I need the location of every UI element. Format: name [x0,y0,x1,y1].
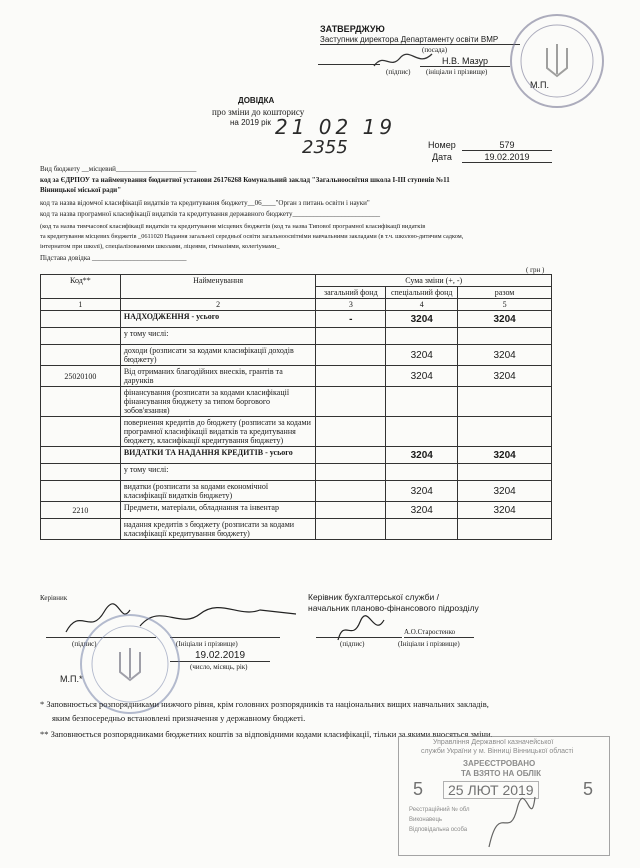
table-row [41,481,552,502]
footnote-1b: яким безпосередньо встановлені призначення у державному бюджеті. [52,713,306,723]
number-label: Номер [428,140,456,150]
footnote-1: * Заповнюється розпорядниками нижчого рівня, крім головних розпорядників та національних вищих навчальних закладів, [40,699,489,709]
approval-sign-caption: (підпис) [386,68,411,76]
accountant-label-2: начальник планово-фінансового підрозділу [308,603,479,613]
row-name: видатки (розписати за кодами економічної класифікації видатків бюджету) [120,481,316,502]
approval-signature [370,48,440,74]
row-total [458,387,552,417]
treasury-accepted: ТА ВЗЯТО НА ОБЛІК [461,769,542,778]
table-row [41,345,552,366]
treasury-registered: ЗАРЕЄСТРОВАНО [463,759,536,768]
table-row [41,417,552,447]
row-general-fund [316,366,386,387]
row-name: надання кредитів з бюджету (розписати за кодами класифікації кредитування бюджету) [120,519,316,540]
col-number-4: 4 [386,299,458,311]
row-code [41,387,121,417]
row-total: 3204 [458,447,552,464]
row-special-fund [386,464,458,481]
header-sum: Сума зміни (+, -) [316,275,552,287]
row-name: повернення кредитів до бюджету (розписати за кодами програмної класифікації видатків та кредитування бюджету, класифікації кредитування бюджету) [120,417,316,447]
row-total [458,519,552,540]
row-special-fund: 3204 [386,447,458,464]
row-name: доходи (розписати за кодами класифікації доходів бюджету) [120,345,316,366]
table-row [41,311,552,328]
row-general-fund [316,481,386,502]
row-special-fund: 3204 [386,481,458,502]
sign-date-caption: (число, місяць, рік) [190,663,248,671]
accountant-label-1: Керівник бухгалтерської служби / [308,592,439,602]
treasury-reg-label: Реєстраційний № обл [409,807,470,813]
currency-label: ( грн ) [526,266,545,274]
header-code: Код** [41,275,121,299]
date-label: Дата [432,152,452,162]
row-general-fund [316,417,386,447]
typical-classification-2: інтернатом при школі), спеціалізованими школами, ліцеями, гімназіями, колегіумами_ [40,243,280,250]
row-general-fund [316,387,386,417]
row-code: 25020100 [41,366,121,387]
row-total [458,328,552,345]
row-name: НАДХОДЖЕННЯ - усього [120,311,316,328]
approval-seal-label: М.П. [530,80,549,90]
row-total: 3204 [458,311,552,328]
table-row [41,464,552,481]
row-total: 3204 [458,366,552,387]
col-number-3: 3 [316,299,386,311]
trident-emblem-icon [82,616,178,712]
row-name: фінансування (розписати за кодами класифікації фінансування бюджету за типом боргового зобов'язання) [120,387,316,417]
row-name: у тому числі: [120,328,316,345]
position-caption: (посада) [422,46,448,54]
treasury-signature [479,791,539,851]
departmental-classification: код та назва відомчої класифікації видатків та кредитування бюджету__06____"Орган з питань освіти і науки" [40,199,370,207]
accountant-name-caption: (Ініціали і прізвище) [398,640,460,648]
doc-subtitle-1: про зміни до кошторису [212,107,305,117]
row-name: ВИДАТКИ ТА НАДАННЯ КРЕДИТІВ - усього [120,447,316,464]
treasury-stamp [398,736,610,856]
approval-title: ЗАТВЕРДЖУЮ [320,24,385,34]
row-general-fund [316,447,386,464]
handwritten-number: 2355 [302,137,348,158]
program-classification: код та назва програмної класифікації видатків та кредитування державного бюджету_________________________ [40,210,380,218]
row-code [41,311,121,328]
doc-number: 579 [462,140,552,151]
row-special-fund [386,387,458,417]
row-name: Предмети, матеріали, обладнання та інвентар [120,502,316,519]
doc-subtitle-2: на 2019 рік [230,118,271,127]
accountant-sign-line [316,637,402,638]
treasury-sign-label: Відповідальна особа [409,827,468,833]
col-number-1: 1 [41,299,121,311]
header-name: Найменування [120,275,316,299]
row-code [41,464,121,481]
header-general-fund: загальний фонд [316,287,386,299]
approval-name: Н.В. Мазур [420,56,510,67]
accountant-name: А.О.Старостенко [404,628,474,638]
row-name: у тому числі: [120,464,316,481]
row-general-fund [316,519,386,540]
trident-emblem-icon [512,16,602,106]
temporary-classification: (код та назва тимчасової класифікації видатків та кредитування місцевих бюджетів (код та назва Типової програмної класифікації видатків [40,223,426,230]
row-total [458,464,552,481]
treasury-exec-label: Виконавець [409,817,443,823]
row-total: 3204 [458,502,552,519]
head-initials-caption: (Ініціали і прізвище) [176,640,238,648]
institution-line: код за ЄДРПОУ та найменування бюджетної установи 26176268 Комунальний заклад "Загальноосвітня школа І-ІІІ ступенів №11 [40,176,450,184]
row-general-fund [316,464,386,481]
row-total: 3204 [458,345,552,366]
treasury-left-num: 5 [413,779,424,799]
head-sign-caption: (підпис) [72,640,97,648]
header-total: разом [458,287,552,299]
row-total: 3204 [458,481,552,502]
doc-title: ДОВІДКА [238,96,275,105]
treasury-line-2: служби України у м. Вінниці Вінницької області [421,748,574,755]
footnote-2: ** Заповнюється розпорядниками бюджетних коштів за відповідними кодами класифікації, тільки за якими вносяться зміни. [40,729,493,739]
col-number-2: 2 [120,299,316,311]
handwritten-date: 21 02 19 [275,115,397,139]
col-number-5: 5 [458,299,552,311]
row-name: Від отриманих благодійних внесків, грантів та дарунків [120,366,316,387]
treasury-right-num: 5 [583,779,594,799]
doc-date: 19.02.2019 [462,152,552,163]
approval-name-caption: (ініціали і прізвище) [426,68,488,76]
row-general-fund [316,502,386,519]
row-special-fund: 3204 [386,366,458,387]
table-row [41,519,552,540]
institution-line-2: Вінницької міської ради" [40,186,122,194]
changes-table [40,274,552,540]
row-special-fund [386,519,458,540]
row-code [41,417,121,447]
basis-line: Підстава довідка ___________________________ [40,254,187,262]
row-special-fund [386,417,458,447]
table-row [41,502,552,519]
row-code: 2210 [41,502,121,519]
row-special-fund: 3204 [386,502,458,519]
school-seal-label: М.П.* [60,674,83,684]
institution-seal [510,14,604,108]
row-code [41,345,121,366]
treasury-date: 25 ЛЮТ 2019 [443,781,539,799]
row-special-fund [386,328,458,345]
approval-position: Заступник директора Департаменту освіти ВМР [320,35,520,45]
header-special-fund: спеціальний фонд [386,287,458,299]
row-general-fund: - [316,311,386,328]
budget-type: Вид бюджету __місцевий_______________________ [40,165,197,173]
table-row [41,366,552,387]
head-initials-line [170,637,280,638]
table-row [41,328,552,345]
row-code [41,519,121,540]
table-row [41,387,552,417]
sign-date: 19.02.2019 [170,650,270,662]
row-code [41,328,121,345]
accountant-sign-caption: (підпис) [340,640,365,648]
row-code [41,447,121,464]
treasury-line-1: Управління Державної казначейської [433,739,554,746]
row-total [458,417,552,447]
row-special-fund: 3204 [386,345,458,366]
head-label: Керівник [40,594,68,602]
typical-classification: та кредитування місцевих бюджетів _0611020 Надання загальної середньої освіти загальноосвітніми навчальними закладами (в т.ч. школою-дитячим садком, [40,233,464,240]
row-code [41,481,121,502]
row-general-fund [316,345,386,366]
row-general-fund [316,328,386,345]
row-special-fund: 3204 [386,311,458,328]
table-row [41,447,552,464]
